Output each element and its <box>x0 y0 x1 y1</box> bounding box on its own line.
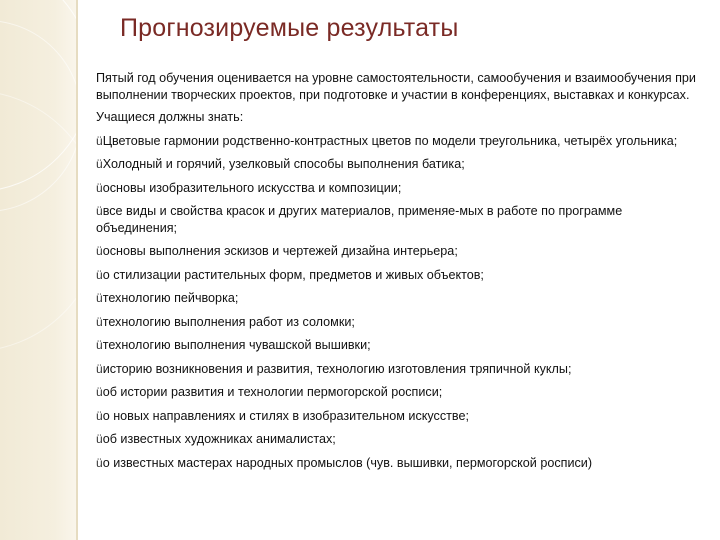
side-divider <box>76 0 78 540</box>
list-item <box>96 243 696 260</box>
list-item-text: об истории развития и технологии пермогорской росписи; <box>102 385 443 399</box>
check-icon: ü <box>96 432 103 446</box>
list-item-text: о известных мастерах народных промыслов (чув. вышивки, пермогорской росписи) <box>102 455 593 470</box>
list-item <box>96 408 696 425</box>
check-icon: ü <box>96 314 103 329</box>
list-item-text: Цветовые гармонии родственно-контрастных цветов по модели треугольника, четырёх угольника; <box>102 133 678 148</box>
slide-content <box>96 70 696 478</box>
list-item-text: все виды и свойства красок и других материалов, применяе-мых в работе по программе объединения; <box>96 204 623 235</box>
intro-paragraph: Пятый год обучения оценивается на уровне самостоятельности, самообучения и взаимообучения при выполнении творческих проектов, при подготовке и участии в конференциях, выставках и конкурсах. <box>96 71 696 102</box>
slide-title: Прогнозируемые результаты <box>120 14 459 42</box>
list-item <box>96 133 696 150</box>
list-item <box>96 361 696 378</box>
list-item-text: основы изобразительного искусства и композиции; <box>102 180 402 195</box>
list-item-text: технологию выполнения чувашской вышивки; <box>102 338 371 352</box>
list-item-text: об известных художниках анималистах; <box>102 432 336 446</box>
list-item-text: о стилизации растительных форм, предметов и живых объектов; <box>102 267 484 282</box>
check-icon: ü <box>96 180 103 195</box>
list-item <box>96 431 696 448</box>
list-item-text: историю возникновения и развития, технологию изготовления тряпичной куклы; <box>102 361 572 376</box>
list-item <box>96 203 696 236</box>
list-item <box>96 156 696 173</box>
check-icon: ü <box>96 157 103 171</box>
check-icon: ü <box>96 133 103 148</box>
list-item <box>96 384 696 401</box>
list-item <box>96 314 696 331</box>
list-item-text: технологию выполнения работ из соломки; <box>102 314 355 329</box>
list-item-text: технологию пейчворка; <box>102 291 239 305</box>
decorative-side-panel <box>0 0 78 540</box>
check-icon: ü <box>96 455 103 470</box>
check-icon: ü <box>96 244 103 258</box>
list-item <box>96 180 696 197</box>
check-icon: ü <box>96 267 103 282</box>
list-item <box>96 455 696 472</box>
list-heading: Учащиеся должны знать: <box>96 110 244 124</box>
check-icon: ü <box>96 291 103 305</box>
list-item <box>96 267 696 284</box>
list-item <box>96 337 696 354</box>
list-item-text: Холодный и горячий, узелковый способы выполнения батика; <box>102 157 465 171</box>
check-icon: ü <box>96 338 103 352</box>
check-icon: ü <box>96 408 103 423</box>
list-item <box>96 290 696 307</box>
check-icon: ü <box>96 204 103 218</box>
check-icon: ü <box>96 385 103 399</box>
list-item-text: о новых направлениях и стилях в изобразительном искусстве; <box>102 408 469 423</box>
knowledge-list <box>96 133 696 472</box>
list-item-text: основы выполнения эскизов и чертежей дизайна интерьера; <box>102 244 458 258</box>
check-icon: ü <box>96 361 103 376</box>
